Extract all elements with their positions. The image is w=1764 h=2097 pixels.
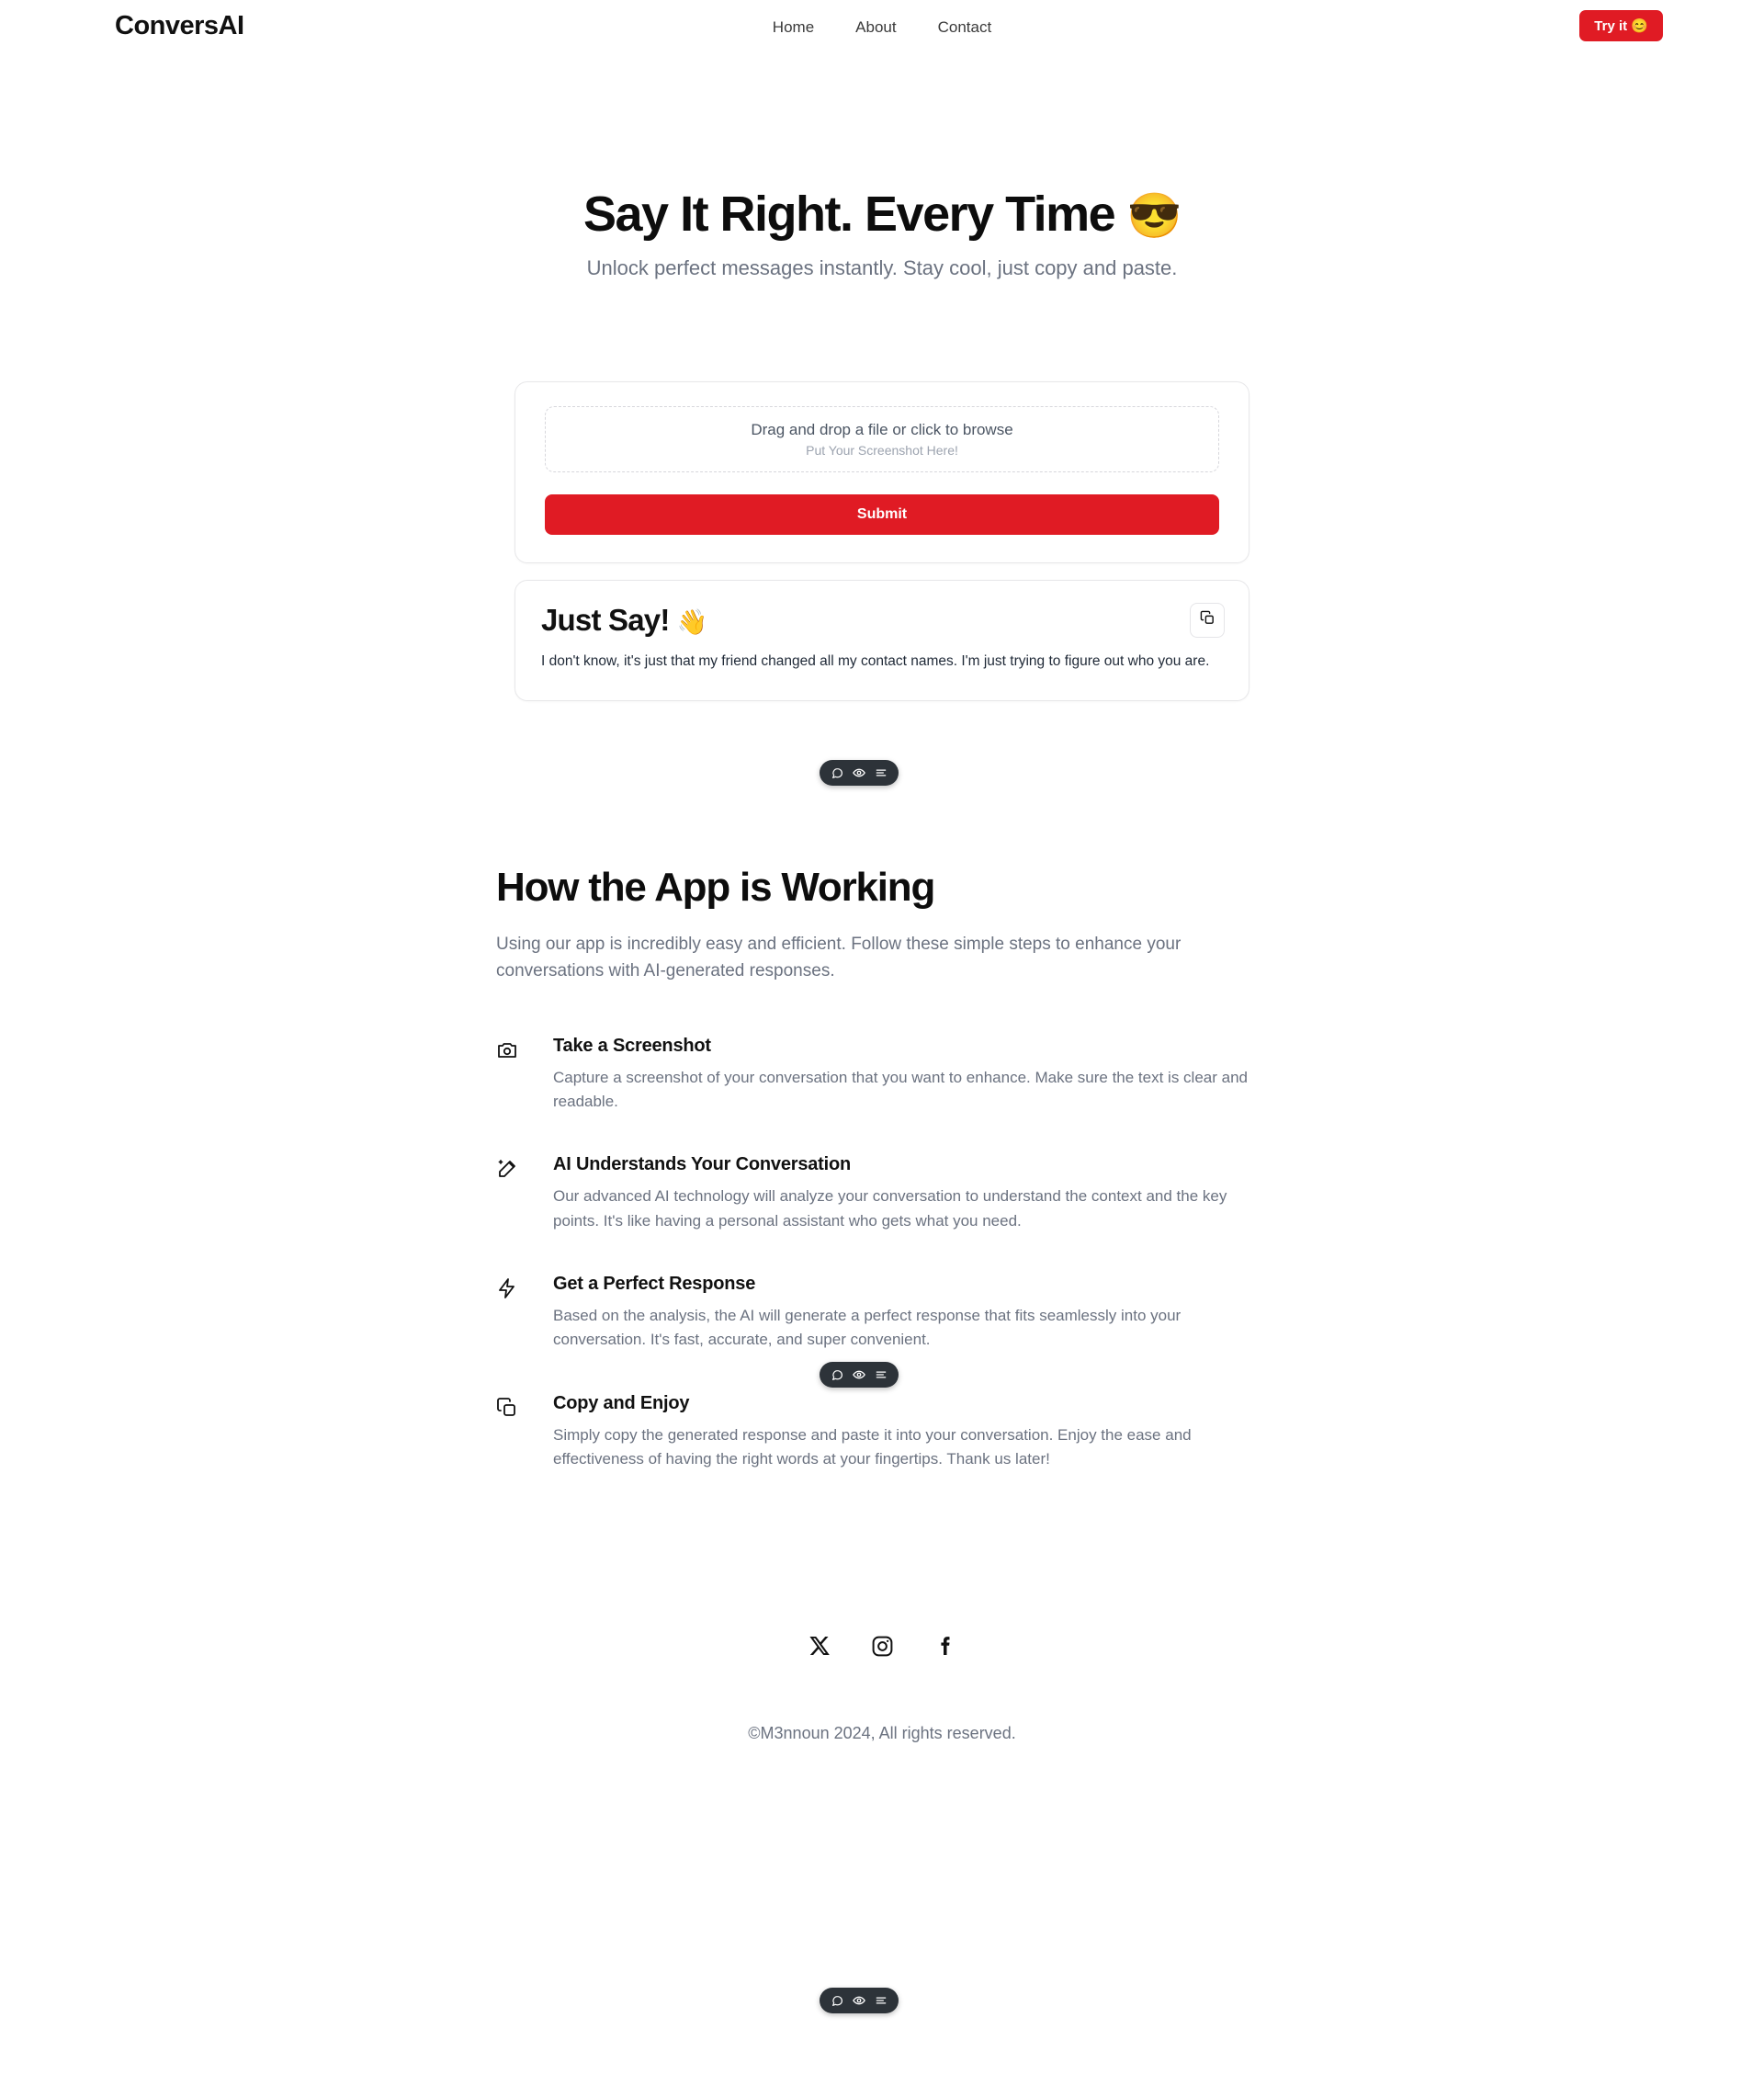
floating-toolbar[interactable] [820, 1988, 899, 2013]
comment-icon[interactable] [828, 764, 846, 782]
comment-icon[interactable] [828, 1991, 846, 2010]
facebook-icon[interactable] [931, 1632, 958, 1660]
hero-section [0, 187, 1764, 280]
step-title: Get a Perfect Response [553, 1273, 756, 1294]
magic-wand-icon [496, 1154, 527, 1233]
nav-item-about[interactable]: About [855, 18, 897, 36]
result-text: I don't know, it's just that my friend changed all my contact names. I'm just trying to figure out who you are. [541, 653, 1210, 670]
wave-emoji-icon: 👋 [676, 608, 707, 637]
nav-item-contact[interactable]: Contact [937, 18, 992, 36]
result-card [514, 580, 1250, 700]
step-item-perfect-response [496, 1274, 1268, 1353]
instagram-icon[interactable] [868, 1632, 896, 1660]
step-description: Simply copy the generated response and paste it into your conversation. Enjoy the ease and effectiveness of having the right words at your fingertips. Thank us later! [553, 1425, 1192, 1468]
camera-icon [496, 1036, 527, 1115]
main-column [514, 381, 1250, 700]
hero-title-text: Say It Right. Every Time [582, 187, 1115, 242]
result-title [541, 603, 1223, 638]
copyright-text: ©M3nnoun 2024, All rights reserved. [748, 1724, 1016, 1743]
dropzone-primary-text: Drag and drop a file or click to browse [751, 421, 1013, 439]
step-description: Capture a screenshot of your conversation that you want to enhance. Make sure the text is clear and readable. [553, 1068, 1248, 1110]
nav-item-home[interactable]: Home [772, 18, 815, 36]
main-navigation [773, 18, 991, 37]
lightning-bolt-icon [496, 1274, 527, 1353]
menu-icon[interactable] [872, 764, 890, 782]
page-title [0, 187, 1764, 242]
eye-icon[interactable] [850, 1991, 868, 2010]
copy-button[interactable] [1190, 603, 1225, 638]
floating-toolbar[interactable] [820, 1362, 899, 1388]
site-footer [0, 1632, 1764, 1798]
menu-icon[interactable] [872, 1991, 890, 2010]
step-description: Our advanced AI technology will analyze your conversation to understand the context and the key points. It's like having a personal assistant who gets what you need. [553, 1187, 1227, 1230]
step-item-take-screenshot [496, 1036, 1268, 1115]
site-header [0, 0, 1764, 59]
brand-logo[interactable]: ConversAI [115, 11, 244, 40]
try-it-button[interactable]: Try it 😊 [1579, 10, 1663, 41]
how-it-works-lead: Using our app is incredibly easy and efficient. Follow these simple steps to enhance your conversations with AI-generated responses. [496, 934, 1182, 981]
step-item-ai-understands [496, 1154, 1268, 1233]
step-title: AI Understands Your Conversation [553, 1154, 852, 1175]
step-item-copy-enjoy [496, 1393, 1268, 1472]
comment-icon[interactable] [828, 1366, 846, 1384]
upload-card [514, 381, 1250, 563]
copy-icon [1200, 610, 1216, 630]
copy-icon [496, 1393, 527, 1472]
hero-subtitle: Unlock perfect messages instantly. Stay cool, just copy and paste. [586, 256, 1178, 280]
x-twitter-icon[interactable] [806, 1632, 833, 1660]
submit-button[interactable]: Submit [545, 494, 1219, 535]
how-it-works-title: How the App is Working [496, 864, 935, 910]
dropzone-secondary-text: Put Your Screenshot Here! [806, 443, 958, 459]
menu-icon[interactable] [872, 1366, 890, 1384]
step-description: Based on the analysis, the AI will generate a perfect response that fits seamlessly into your conversation. It's fast, accurate, and super convenient. [553, 1306, 1182, 1349]
eye-icon[interactable] [850, 1366, 868, 1384]
steps-list [496, 1036, 1268, 1472]
social-links [0, 1632, 1764, 1660]
sunglasses-emoji-icon: 😎 [1126, 192, 1181, 241]
step-title: Take a Screenshot [553, 1035, 711, 1056]
step-title: Copy and Enjoy [553, 1392, 690, 1413]
eye-icon[interactable] [850, 764, 868, 782]
floating-toolbar[interactable] [820, 760, 899, 786]
result-title-text: Just Say! [541, 603, 670, 638]
file-dropzone[interactable] [545, 406, 1219, 472]
